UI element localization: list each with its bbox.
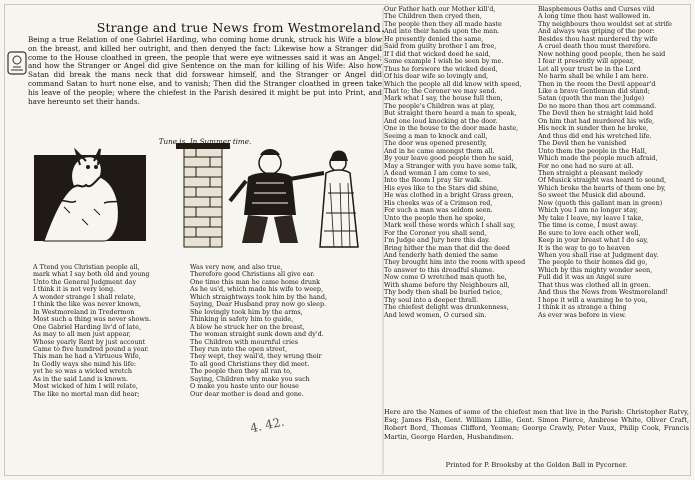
- verse-line: Most such a thing was never shown.: [33, 316, 152, 324]
- verse-line: Into the Room I pray Sir walk.: [384, 177, 483, 185]
- verse-line: The people then they all made haste: [384, 20, 502, 28]
- verse-line: But straight there heard a man to speak,: [384, 110, 517, 118]
- verse-line: Blasphemous Oaths and Curses vild: [538, 6, 655, 13]
- verse-line: I think it is not very long.: [33, 286, 116, 294]
- verse-line: Thy body then shall be buried twice,: [384, 289, 503, 297]
- verse-line: For no one had no sure at all.: [538, 162, 634, 170]
- verse-line: And tenderly hath denied the same: [384, 251, 498, 259]
- verse-line: The people then they all ran to,: [190, 368, 292, 376]
- verse-line: With shame before thy Neighbours all,: [384, 281, 510, 289]
- verse-line: The Devil then he straight laid hold: [538, 110, 654, 118]
- verse-line: The Children then cryed then,: [384, 13, 482, 21]
- verse-line: And one loud knocking at the door.: [384, 117, 498, 125]
- verse-column-right-1: [384, 6, 536, 319]
- verse-line: The Devil then he vanished: [538, 140, 627, 148]
- verse-line: I'm Judge and Jury here this day.: [384, 237, 490, 245]
- verse-line: Most wicked of him I will relate,: [33, 383, 138, 391]
- verse-line: Unto the people then he spoke,: [384, 214, 486, 222]
- verse-line: It is the way to go to heaven: [538, 244, 630, 252]
- verse-line: The woman straight sunk down and dy'd.: [190, 331, 324, 339]
- verse-line: And lewd women, O cursed sin.: [384, 311, 487, 319]
- verse-line: His cheeks was of a Crimson red,: [384, 199, 493, 207]
- verse-line: The people to their homes did go,: [538, 259, 648, 267]
- verse-line: Some example I wish be seen by me.: [384, 58, 504, 66]
- verse-line: Which straightways took him by the hand,: [190, 293, 327, 301]
- verse-line: Unto them the people in the Hall,: [538, 147, 647, 155]
- verse-line: Like a brave Gentleman did stand;: [538, 87, 650, 95]
- verse-line: His neck in sunder then he broke,: [538, 125, 649, 133]
- verse-line: One Gabriel Harding liv'd of late,: [33, 323, 141, 331]
- verse-line: And in he came amongst them all.: [384, 147, 495, 155]
- verse-line: One in the house to the door made haste,: [384, 125, 519, 133]
- woodcut-illustration: [34, 143, 380, 251]
- verse-line: To answer to this dreadful shame.: [384, 266, 495, 274]
- verse-line: Thus he forswore the wicked deed,: [384, 65, 498, 73]
- verse-line: Bring hither the man that did the deed: [384, 244, 510, 252]
- verse-line: As may to all men just appear,: [33, 331, 131, 339]
- verse-line: Came to five hundred pound a year.: [33, 345, 149, 353]
- verse-line: A cruel death thou must therefore.: [538, 43, 651, 51]
- verse-line: Our dear mother is dead and gone.: [190, 390, 304, 398]
- verse-line: Full did it was an Angel sure: [538, 274, 632, 282]
- printer-imprint: Printed for P. Brooksby at the Golden Ball in Pycorner.: [445, 461, 628, 469]
- verse-line: A long time thou hast wallowed in.: [538, 13, 651, 21]
- verse-line: Thinking in safety him to guide,: [190, 316, 294, 324]
- intro-paragraph: Being a true Relation of one Gabriel Harding, who coming home drunk, struck his Wife a blow on the breast, and killed her outright, and then denyed the fact: Likewise how a Stranger did come to the House cloathed in green, the people that were eye witnesses said it was an Angel; and how the Stranger or Angel did give Sentence on the man for killing of his Wife: Also how Satan did break the mans neck that did forswear himself, and the Stranger or Angel did command Satan to hurt none else, and to vanish; Then did the Stranger cloathed in green take his leave of the people; where the chiefest in the Parish desired it might be put into Print, and have hereunto set their hands.: [28, 35, 382, 106]
- verse-line: As in the said Land is known.: [33, 375, 128, 383]
- verse-line: No harm shall be while I am here.: [538, 73, 649, 81]
- verse-line: When you shall rise at Judgment day.: [538, 251, 659, 259]
- verse-line: Which made the people much afraid,: [538, 155, 658, 163]
- verse-line: They run into the open street,: [190, 345, 288, 353]
- verse-line: Of his dear wife so lovingly and,: [384, 73, 489, 81]
- verse-line: Saying, Children why make you such: [190, 375, 310, 383]
- verse-line: Mark what I say, the house full then,: [384, 95, 503, 103]
- verse-line: His eyes like to the Stars did shine,: [384, 184, 499, 192]
- tune-line: Tune is, In Summer time.: [158, 137, 252, 146]
- verse-line: For such a man was seldom seen.: [384, 207, 493, 215]
- verse-line: Thy soul into a deeper thrall.: [384, 296, 479, 304]
- verse-line: In Westmoreland in Tredermon: [33, 308, 135, 316]
- verse-line: If I did that wicked deed he said,: [384, 50, 491, 58]
- verse-line: Then straight a pleasant melody: [538, 169, 643, 177]
- verse-line: A wonder strange I shall relate,: [33, 293, 136, 301]
- verse-line: Now nothing good people, then he said: [538, 50, 666, 58]
- verse-line: I think the like was never known,: [33, 301, 141, 309]
- verse-line: They wept, they wail'd, they wrung their: [190, 353, 322, 361]
- verse-line: He was clothed in a bright Grass green,: [384, 192, 514, 200]
- verse-line: In Godly ways she mind his life:: [33, 360, 137, 368]
- verse-line: As ever was before in view.: [538, 311, 627, 319]
- verse-line: Which by this mighty wonder seen,: [538, 266, 653, 274]
- verse-line: The chiefest delight was drunkenness,: [384, 304, 509, 312]
- verse-line: The time is come, I must away.: [538, 222, 638, 230]
- verse-line: My take I leave, my leave I take,: [538, 214, 644, 222]
- verse-line: By your leave good people then he said,: [384, 155, 514, 163]
- verse-line: Mark well these words which I shall say,: [384, 222, 516, 230]
- verse-line: Do no more than thou art command.: [538, 102, 657, 110]
- verse-line: Was very now, and also true,: [190, 264, 283, 271]
- verse-line: Our Father hath our Mother kill'd,: [384, 6, 496, 13]
- verse-line: He presently denied the same,: [384, 35, 484, 43]
- verse-line: And thus the News from Westmoreland!: [538, 289, 669, 297]
- verse-line: I think it as strange a thing: [538, 304, 627, 312]
- verse-line: Which you I am no longer stay,: [538, 207, 638, 215]
- verse-line: Saying, Dear Husband pray now go sleep.: [190, 301, 327, 309]
- verse-line: yet he so was a wicked wretch: [33, 368, 132, 376]
- verse-line: She lovingly took him by the arms,: [190, 308, 303, 316]
- verse-line: Which the people all did know with speed,: [384, 80, 522, 88]
- verse-line: As he us'd, which made his wife to weep,: [190, 286, 324, 294]
- verse-line: Now come O wretched man quoth he,: [384, 274, 507, 282]
- verse-line: O make you haste unto our house: [190, 383, 299, 391]
- verse-line: A blow he struck her on the breast,: [190, 323, 305, 331]
- verse-line: And into their hands upon the man.: [384, 28, 500, 36]
- verse-line: That to; the Coroner we may send.: [384, 87, 497, 95]
- verse-line: And thus did end his wretched life.: [538, 132, 652, 140]
- verse-line: May a Stranger with you have some talk,: [384, 162, 518, 170]
- verse-line: Keep in your breast what I do say,: [538, 237, 649, 245]
- verse-line: I hope it will a warning be to you,: [538, 296, 648, 304]
- verse-column-right-2: [538, 6, 688, 319]
- verse-line: I fear it presently will appear,: [538, 58, 635, 66]
- verse-line: Be sure to love each other well,: [538, 229, 641, 237]
- verse-line: Let all your trust be in the Lord: [538, 65, 641, 73]
- verse-line: The door was opened presently,: [384, 140, 487, 148]
- verse-line: Seeing a man to knock and call,: [384, 132, 488, 140]
- verse-line: And always was griping of the poor:: [538, 28, 655, 36]
- verse-line: The people's Children was at play,: [384, 102, 495, 110]
- verse-line: On him that had murdered his wife,: [538, 117, 655, 125]
- verse-line: A dead woman I am come to see,: [384, 169, 491, 177]
- verse-line: Now (quoth this gallant man in green): [538, 199, 663, 207]
- verse-line: This man he had a Virtuous Wife,: [33, 353, 141, 361]
- page-title: Strange and true News from Westmoreland.: [96, 20, 386, 35]
- verse-line: Satan (quoth the man the Judge): [538, 95, 645, 103]
- library-stamp-icon: [6, 50, 28, 78]
- verse-line: For the Coroner you shall send,: [384, 229, 487, 237]
- verse-column-left-1: [33, 264, 188, 398]
- parish-names-paragraph: Here are the Names of some of the chiefest men that live in the Parish: Christopher Ratvy, Esq; James Fish, Gent. William Lillie, Gent. Simon Pierce, Ambrose White, Oliver Craft, Robert Bord, Thomas Clifford, Yeoman; George Crawly, Peter Vaux, Philip Cook, Francis Martin, George Harden, Husbandmen.: [384, 408, 689, 441]
- verse-line: They brought him into the room with speed: [384, 259, 526, 267]
- verse-line: Then in the room the Devil appear'd: [538, 80, 656, 88]
- manuscript-note: 4. 42.: [248, 414, 286, 436]
- verse-line: Therefore good Christians all give ear.: [190, 271, 315, 279]
- verse-line: One time this man he came home drunk: [190, 278, 320, 286]
- verse-line: Whose yearly Rent by just account: [33, 338, 146, 346]
- verse-column-left-2: [190, 264, 340, 398]
- verse-line: mark what I say both old and young: [33, 271, 150, 279]
- verse-line: Unto the General Judgment day: [33, 278, 137, 286]
- brick-wall: [176, 143, 230, 247]
- verse-line: That thus was clothed all in green.: [538, 281, 651, 289]
- verse-line: Of Musick straight was heard to sound,: [538, 177, 667, 185]
- devil-figure: [34, 149, 146, 241]
- verse-line: Thy neighbours thou wouldst set at strife: [538, 20, 672, 28]
- verse-line: A Ttend you Christian people all,: [33, 264, 140, 271]
- verse-line: Which broke the hearts of them one by,: [538, 184, 666, 192]
- verse-line: To all good Christians they did meet.: [190, 360, 310, 368]
- verse-line: Said from guilty brother I am free,: [384, 43, 497, 51]
- verse-line: The Children with mournful cries: [190, 338, 299, 346]
- verse-line: Besides thou hast murdered thy wife: [538, 35, 658, 43]
- verse-line: So sweet the Musick did abound.: [538, 192, 646, 200]
- verse-line: The like no mortal man did hear;: [33, 390, 140, 398]
